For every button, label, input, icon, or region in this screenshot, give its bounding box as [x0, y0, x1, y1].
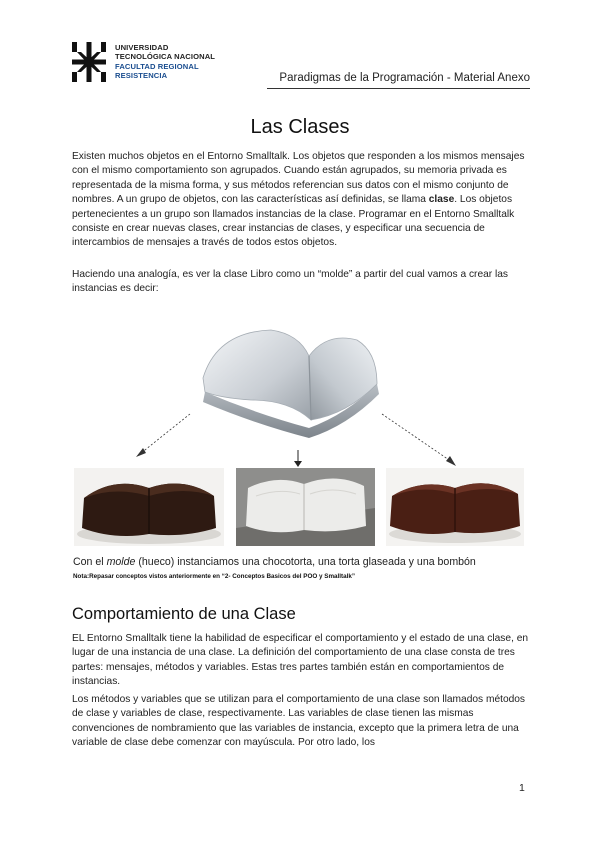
- utn-logo-icon: [72, 42, 106, 82]
- university-line: UNIVERSIDAD: [115, 43, 169, 52]
- dashed-arrow-left: [134, 410, 194, 460]
- university-line: FACULTAD REGIONAL: [115, 61, 199, 71]
- section-heading: Comportamiento de una Clase: [72, 605, 296, 623]
- arrow-down: [292, 450, 304, 468]
- paragraph-intro: [72, 150, 530, 251]
- text-run: Existen muchos objetos en el Entorno Smalltalk. Los objetos que responden a los mismos mensajes con el mismo comportamiento son agrupados. Cuando están agrupados, su memoria privada es representada de la misma forma, y sus métodos referencian sus datos con el mismo conjunto de nombres. A un grupo de objetos, con las características así definidas, se llama: [72, 151, 525, 206]
- page-number: 1: [519, 782, 525, 794]
- note: Nota:Repasar conceptos vistos anteriormente en “2- Conceptos Basicos del POO y Smalltalk”: [73, 573, 356, 580]
- university-name: [115, 43, 215, 80]
- text-run: Con el: [73, 556, 107, 568]
- italic-term: molde: [106, 556, 136, 568]
- dashed-arrow-right: [378, 410, 458, 468]
- chocotorta-image: [74, 468, 224, 546]
- paragraph-analogy: Haciendo una analogía, es ver la clase Libro como un “molde” a partir del cual vamos a crear las instancias es decir:: [72, 269, 509, 295]
- book-mold-image: [197, 318, 383, 438]
- university-line: TECNOLÓGICA NACIONAL: [115, 52, 216, 62]
- page-title: Las Clases: [250, 116, 350, 138]
- header-divider: [267, 88, 530, 89]
- bold-term: clase: [428, 194, 455, 206]
- header-title: Paradigmas de la Programación - Material Anexo: [279, 72, 530, 84]
- university-line: RESISTENCIA: [115, 70, 168, 80]
- paragraph-methods: Los métodos y variables que se utilizan para el comportamiento de una clase son llamados métodos de clase y variables de clase, respectivamente. Las variables de clase tienen las mismas convenciones de nombramiento que las variables de instancia, excepto que la primera letra de una variable de clase debe comenzar con mayúscula. Por otro lado, los: [72, 694, 526, 749]
- paragraph-behavior: EL Entorno Smalltalk tiene la habilidad de especificar el comportamiento y el estado de una clase, en lugar de una instancia de una clase. La definición del comportamiento de una clase consta de tres partes: mensajes, métodos y variables. Estas tres partes también están en comportamientos de instancias.: [72, 633, 529, 688]
- glazed-cake-image: [236, 468, 375, 546]
- image-caption: [73, 556, 476, 568]
- page-header: [72, 40, 530, 90]
- text-run: . Los objetos pertenecientes a un grupo son llamados instancias de la clase. Programar en el Entorno Smalltalk consiste en crear nuevas clases, crear instancias de clases, y especificar una secuencia de intercambios de mensajes a través de todos estos objetos.: [72, 194, 515, 249]
- bombon-cake-image: [386, 468, 524, 546]
- text-run: (hueco) instanciamos una chocotorta, una torta glaseada y una bombón: [135, 556, 476, 568]
